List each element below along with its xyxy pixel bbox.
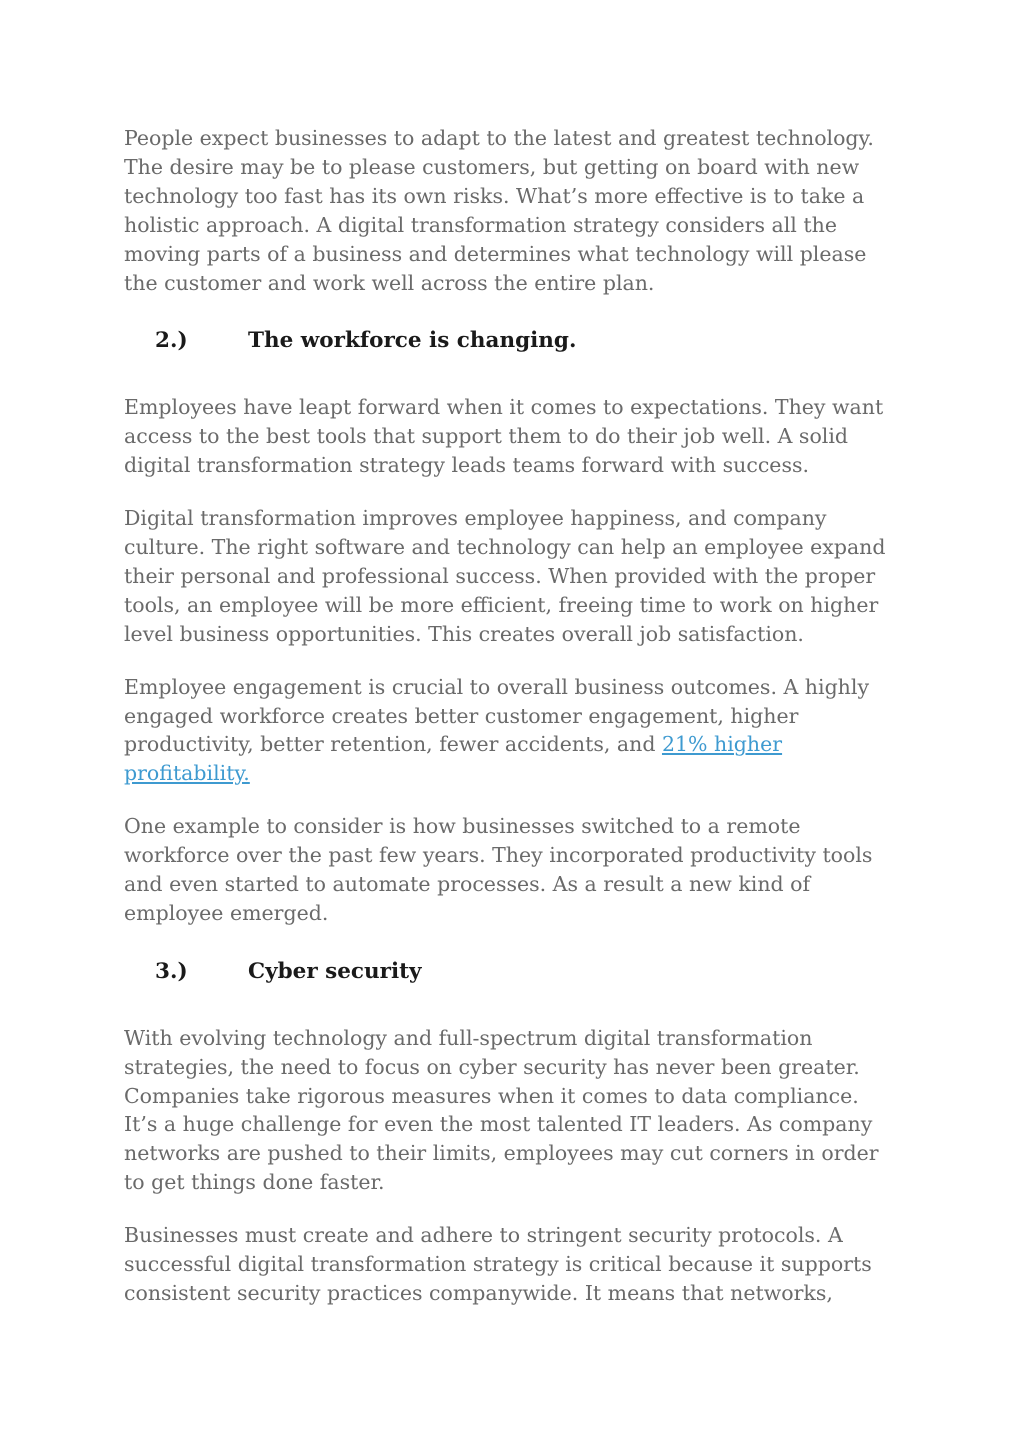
profitability-link[interactable]: 21% higher profitability.	[124, 732, 783, 786]
document-page	[124, 124, 904, 1332]
section-heading-cyber-security	[124, 958, 904, 987]
section-number: 3.)	[155, 958, 188, 984]
paragraph-security-protocols: Businesses must create and adhere to stringent security protocols. A successful digital transformation strategy is critical because it supports consistent security practices companywide. It means that networks,	[124, 1223, 872, 1305]
paragraph-employee-happiness: Digital transformation improves employee happiness, and company culture. The right software and technology can help an employee expand their personal and professional success. When provided with the proper tools, an employee will be more efficient, freeing time to work on higher level business opportunities. This creates overall job satisfaction.	[124, 506, 886, 646]
paragraph-cyber-security: With evolving technology and full-spectrum digital transformation strategies, the need to focus on cyber security has never been greater. Companies take rigorous measures when it comes to data compliance. It’s a huge challenge for even the most talented IT leaders. As company networks are pushed to their limits, employees may cut corners in order to get things done faster.	[124, 1025, 879, 1195]
paragraph-employee-engagement	[124, 673, 904, 789]
section-heading-workforce	[124, 327, 904, 356]
section-title: Cyber security	[248, 958, 422, 984]
paragraph-remote-workforce: One example to consider is how businesses switched to a remote workforce over the past few years. They incorporated productivity tools and even started to automate processes. As a result a new kind of employee emerged.	[124, 814, 873, 925]
section-title: The workforce is changing.	[248, 328, 577, 354]
paragraph-intro: People expect businesses to adapt to the latest and greatest technology. The desire may be to please customers, but getting on board with new technology too fast has its own risks. What’s more effective is to take a holistic approach. A digital transformation strategy considers all the moving parts of a business and determines what technology will please the customer and work well across the entire plan.	[124, 126, 874, 295]
engagement-text: Employee engagement is crucial to overall business outcomes. A highly engaged workforce creates better customer engagement, higher productivity, better retention, fewer accidents, and	[124, 674, 870, 757]
paragraph-employees-expectations: Employees have leapt forward when it comes to expectations. They want access to the best tools that support them to do their job well. A solid digital transformation strategy leads teams forward with success.	[124, 395, 884, 478]
section-number: 2.)	[155, 328, 188, 354]
